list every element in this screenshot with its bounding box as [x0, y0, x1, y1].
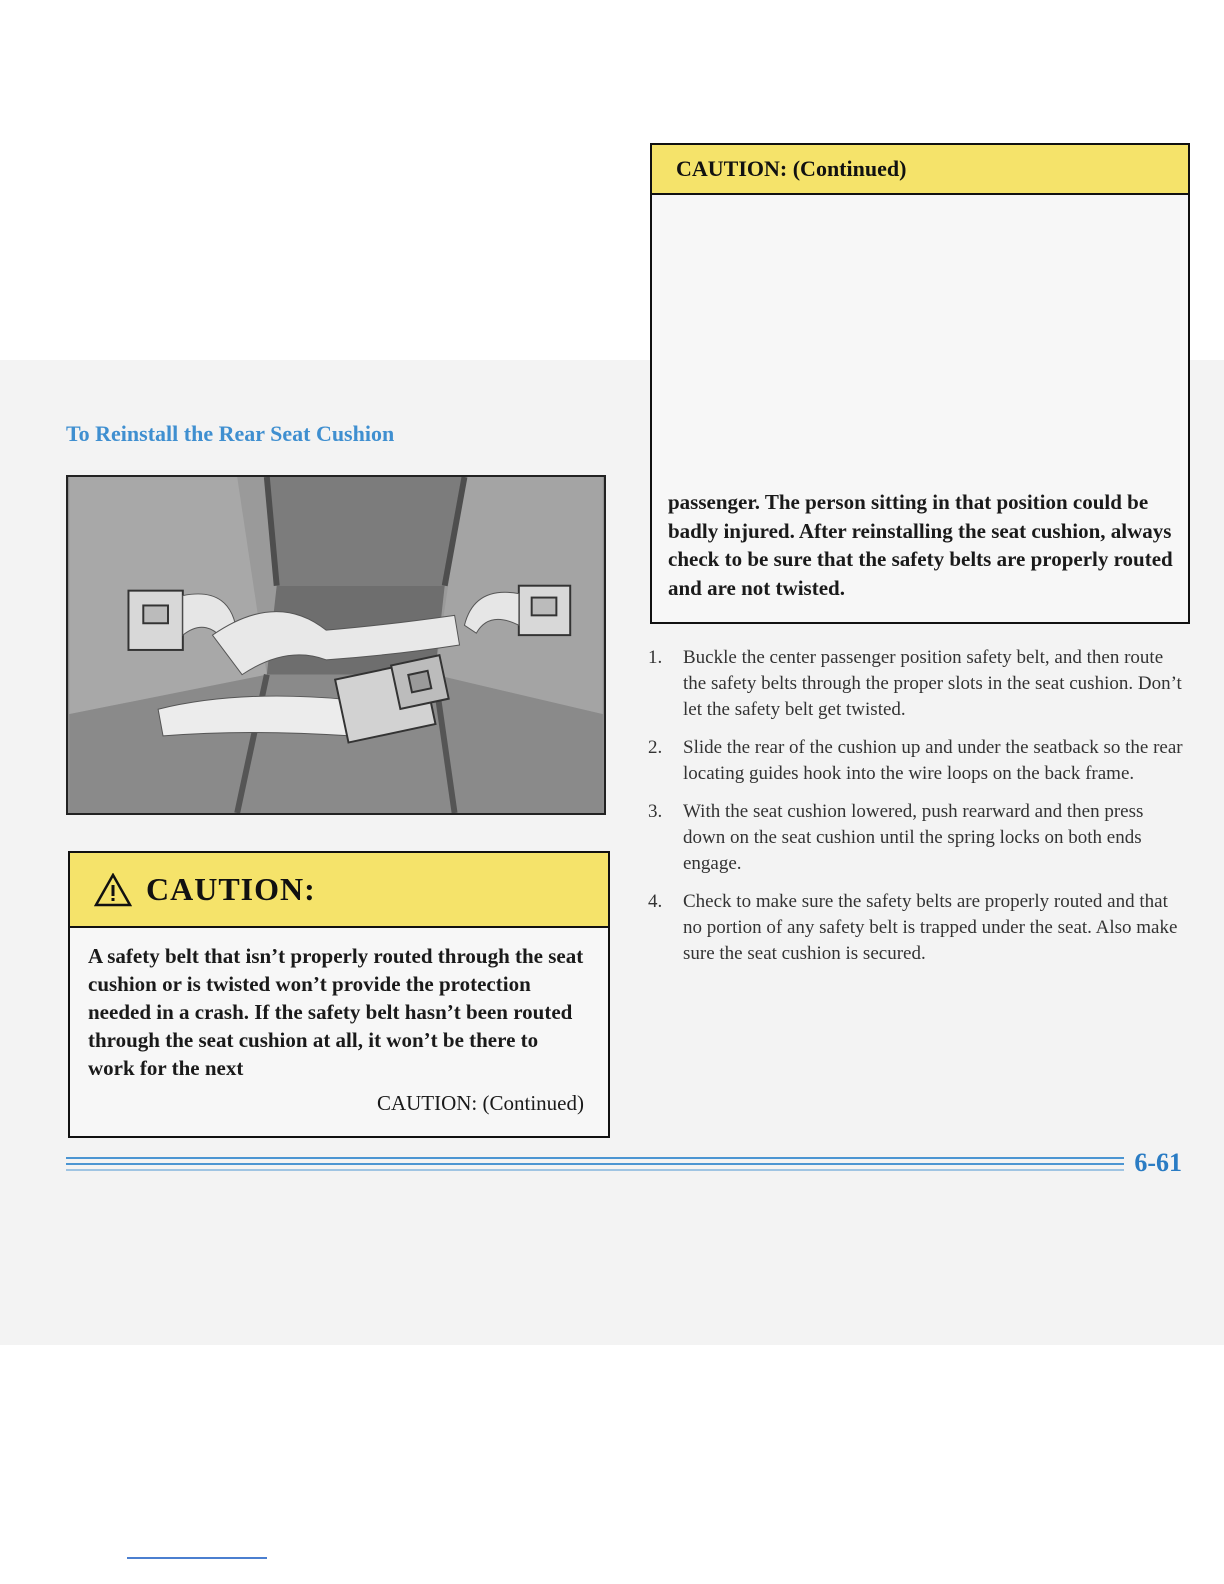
page-number: 6-61 [1134, 1148, 1182, 1177]
step-number: 2. [648, 737, 663, 758]
caution-body: A safety belt that isn’t properly routed through the seat cushion or is twisted won’t provide the protection needed in a crash. If the safety belt hasn’t been routed through the seat cushion at all, it won’t be there to work for the next [88, 944, 584, 1080]
step-number: 1. [648, 647, 663, 668]
step-number: 4. [648, 891, 663, 912]
caution-continued-body: passenger. The person sitting in that position could be badly injured. After reinstalling the seat cushion, always check to be sure that the safety belts are properly routed and are not twisted. [668, 490, 1173, 600]
reinstall-steps [648, 645, 1188, 979]
caution-header [70, 853, 608, 928]
list-item [648, 889, 1188, 967]
step-text: Check to make sure the safety belts are properly routed and that no portion of any safety belt is trapped under the seat. Also make sure the seat cushion is secured. [683, 891, 1178, 964]
caution-continued-header: CAUTION: (Continued) [652, 145, 1188, 195]
caution-title: CAUTION: [146, 871, 316, 907]
step-number: 3. [648, 801, 663, 822]
step-text: Buckle the center passenger position safety belt, and then route the safety belts through the proper slots in the seat cushion. Don’t let the safety belt get twisted. [683, 647, 1182, 720]
caution-continued-label: CAUTION: (Continued) [376, 1091, 584, 1115]
caution-continued-box [650, 143, 1190, 624]
seat-belt-illustration [66, 475, 606, 815]
caution-box [68, 851, 610, 1138]
list-item [648, 799, 1188, 877]
step-text: With the seat cushion lowered, push rearward and then press down on the seat cushion until the spring locks on both ends engage. [683, 801, 1144, 874]
list-item [648, 735, 1188, 787]
warning-triangle-icon [94, 873, 132, 907]
footer-rule [66, 1148, 1124, 1178]
section-title: To Reinstall the Rear Seat Cushion [66, 421, 395, 446]
step-text: Slide the rear of the cushion up and under the seatback so the rear locating guides hook into the wire loops on the back frame. [683, 737, 1183, 784]
seat-belt-drawing [68, 477, 604, 813]
list-item [648, 645, 1188, 723]
bottom-rule [127, 1557, 267, 1559]
